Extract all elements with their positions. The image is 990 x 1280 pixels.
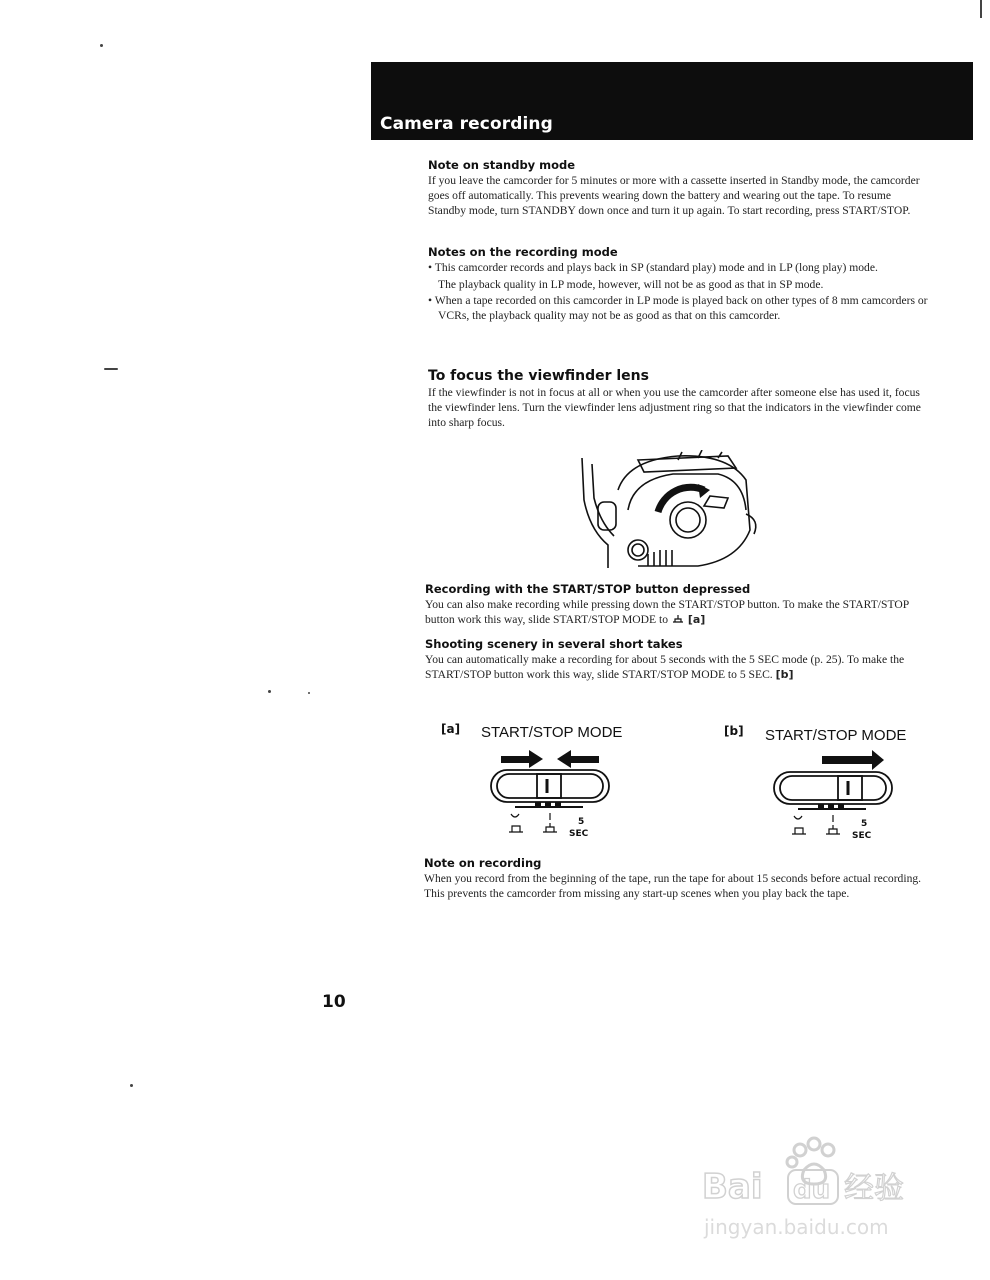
diagram-a-switch <box>485 748 615 840</box>
scenery-heading: Shooting scenery in several short takes <box>425 637 683 651</box>
scan-speck <box>100 44 103 47</box>
diagram-a-scale-5: 5 <box>578 817 585 827</box>
start-stop-heading: Recording with the START/STOP button depressed <box>425 582 751 596</box>
svg-text:经验: 经验 <box>844 1171 904 1206</box>
scenery-body-wrap <box>425 652 925 682</box>
standby-body: If you leave the camcorder for 5 minutes or more with a cassette inserted in Standby mode, the camcorder goes off automatically. This prevents wearing down the battery and wearing out the tape. To resume Standby mode, turn STANDBY down once and turn it up again. To start recording, press START/STOP. <box>428 174 920 217</box>
start-stop-body: You can also make recording while pressing down the START/STOP button. To make the START/STOP button work this way, slide START/STOP MODE to <box>425 598 909 626</box>
diagram-a-scale-sec: SEC <box>569 829 589 839</box>
diagram-a-label: START/STOP MODE <box>481 724 623 741</box>
svg-text:jingyan.baidu.com: jingyan.baidu.com <box>704 1215 889 1239</box>
recording-mode-para: The playback quality in LP mode, however, will not be as good as that in SP mode. <box>438 278 824 291</box>
start-stop-body-wrap <box>425 597 925 627</box>
scenery-section <box>425 637 925 682</box>
scenery-ref: [b] <box>775 668 794 681</box>
recording-mode-heading: Notes on the recording mode <box>428 245 618 259</box>
start-stop-section <box>425 582 925 627</box>
diagram-b-tag: [b] <box>724 724 744 738</box>
recording-mode-list <box>428 260 928 275</box>
baidu-watermark-logo <box>700 1130 940 1250</box>
focus-heading: To focus the viewfinder lens <box>428 368 649 384</box>
diagram-b-label: START/STOP MODE <box>765 727 907 744</box>
hand-mode-icon <box>671 614 685 624</box>
section-title: Camera recording <box>380 114 553 134</box>
svg-text:du: du <box>793 1175 831 1205</box>
focus-body: If the viewfinder is not in focus at all or when you use the camcorder after someone else has used it, focus the viewfinder lens. Turn the viewfinder lens adjustment ring so that the indicators in the viewfinder come into sharp focus. <box>428 386 921 429</box>
diagram-b-scale-sec: SEC <box>852 831 872 841</box>
recording-mode-bullet-2: • When a tape recorded on this camcorder in LP mode is played back on other types of 8 mm camcorders or VCRs, the playback quality may not be as good as that on this camcorder. <box>428 294 928 322</box>
note-recording-body: When you record from the beginning of the tape, run the tape for about 15 seconds before actual recording. This prevents the camcorder from missing any start-up scenes when you play back the tape. <box>424 872 922 900</box>
diagram-b-scale-5: 5 <box>861 819 868 829</box>
diagram-a-tag: [a] <box>441 722 461 736</box>
standby-note <box>428 158 928 218</box>
recording-mode-bullet-1: • This camcorder records and plays back in SP (standard play) mode and in LP (long play) mode. <box>428 261 878 274</box>
scenery-body: You can automatically make a recording for about 5 seconds with the 5 SEC mode (p. 25). To make the START/STOP button work this way, slide START/STOP MODE to 5 SEC. <box>425 653 905 681</box>
scan-speck <box>268 690 271 693</box>
recording-mode-list-2 <box>428 293 928 323</box>
note-recording-heading: Note on recording <box>424 856 542 870</box>
scan-edge-mark <box>980 0 982 18</box>
standby-heading: Note on standby mode <box>428 158 576 172</box>
recording-mode-notes <box>428 245 928 323</box>
scan-speck <box>130 1084 133 1087</box>
page-number: 10 <box>322 992 346 1012</box>
focus-section <box>428 368 928 430</box>
viewfinder-illustration <box>578 450 768 570</box>
note-recording-section <box>424 856 924 901</box>
scan-speck <box>308 692 310 694</box>
scan-speck <box>104 368 118 370</box>
svg-text:Bai: Bai <box>702 1167 763 1207</box>
start-stop-ref: [a] <box>687 613 706 626</box>
diagram-b-switch <box>768 750 898 842</box>
